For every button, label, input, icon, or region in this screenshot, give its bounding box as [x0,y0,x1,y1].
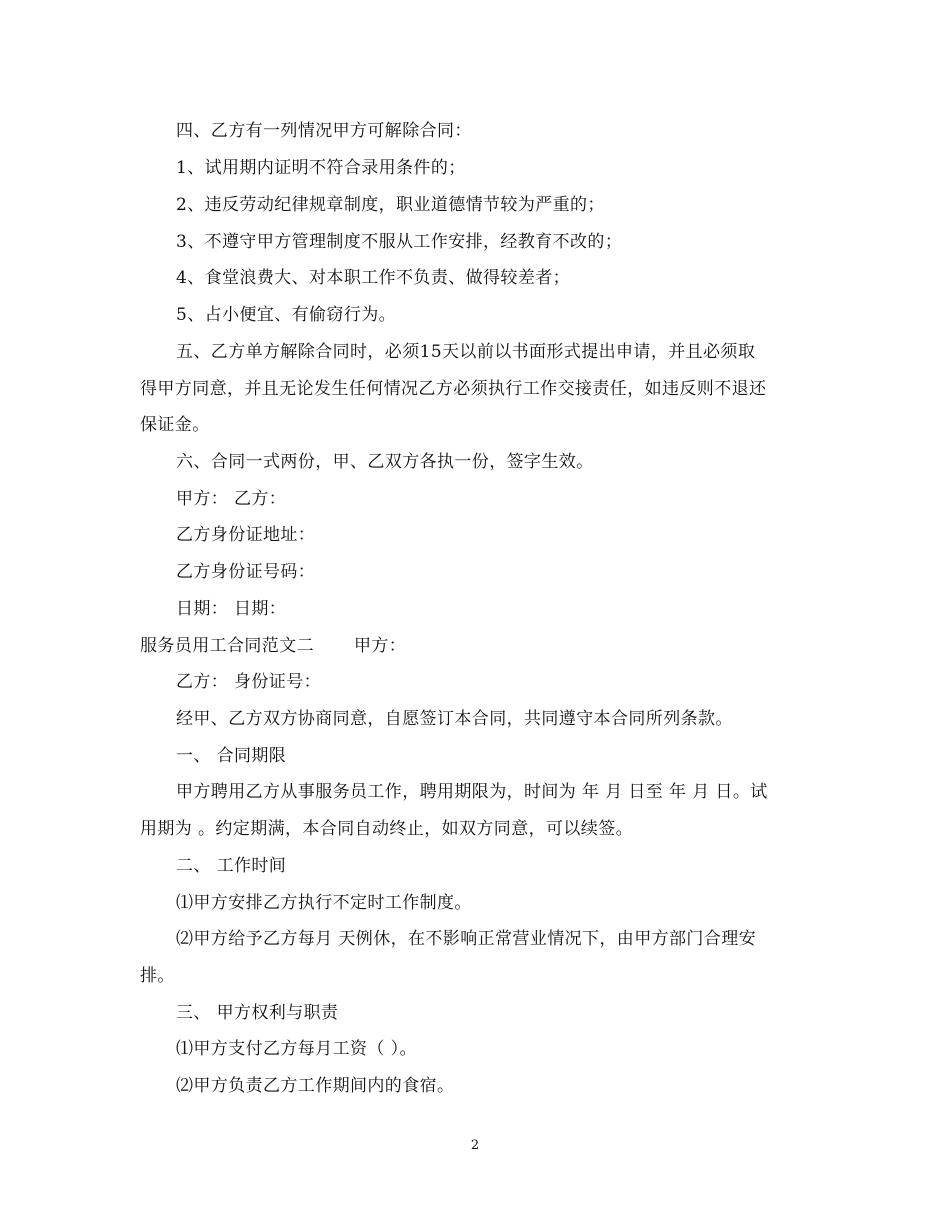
section-one-heading: 一、 合同期限 [176,746,287,766]
contract-term-line-1: 甲方聘用乙方从事服务员工作，聘用期限为，时间为 年 月 日至 年 月 日。试 [176,782,768,802]
section-three-heading: 三、 甲方权利与职责 [176,1003,339,1023]
party-b-id-number: 乙方身份证号码： [176,562,316,582]
clause-four-item-4: 4、食堂浪费大、对本职工作不负责、做得较差者； [176,268,571,288]
clause-four-item-3: 3、不遵守甲方管理制度不服从工作安排，经教育不改的； [176,232,623,252]
agreement-intro: 经甲、乙方双方协商同意，自愿签订本合同，共同遵守本合同所列条款。 [176,709,733,729]
duty-item-2: ⑵甲方负责乙方工作期间内的食宿。 [176,1076,455,1096]
party-b-id-line: 乙方： 身份证号： [176,672,322,692]
clause-five-line-2: 得甲方同意，并且无论发生任何情况乙方必须执行工作交接责任，如违反则不退还 [140,379,767,399]
signature-dates: 日期： 日期： [176,599,287,619]
clause-four-item-1: 1、试用期内证明不符合录用条件的； [176,158,466,178]
clause-four-item-2: 2、违反劳动纪律规章制度，职业道德情节较为严重的； [176,195,605,215]
section-two-heading: 二、 工作时间 [176,856,287,876]
clause-four-item-5: 5、占小便宜、有偷窃行为。 [176,305,397,325]
signature-parties: 甲方： 乙方： [176,489,287,509]
work-time-item-2-line-2: 排。 [140,966,175,986]
sample-two-title-line [140,636,820,656]
clause-four-heading: 四、乙方有一列情况甲方可解除合同： [176,121,472,141]
page-number: 2 [470,1138,480,1153]
duty-item-1: ⑴甲方支付乙方每月工资（ ）。 [176,1039,417,1059]
contract-term-line-2: 用期为 。约定期满，本合同自动终止，如双方同意，可以续签。 [140,819,634,839]
clause-five-line-1: 五、乙方单方解除合同时，必须15天以前以书面形式提出申请，并且必须取 [176,342,756,362]
clause-five-line-3: 保证金。 [140,415,210,435]
party-b-id-address: 乙方身份证地址： [176,525,316,545]
sample-two-title: 服务员用工合同范文二 [140,636,314,656]
work-time-item-2-line-1: ⑵甲方给予乙方每月 天例休，在不影响正常营业情况下，由甲方部门合理安 [176,929,757,949]
party-a-label: 甲方： [354,636,407,656]
clause-six: 六、合同一式两份，甲、乙双方各执一份，签字生效。 [176,452,594,472]
work-time-item-1: ⑴甲方安排乙方执行不定时工作制度。 [176,893,472,913]
